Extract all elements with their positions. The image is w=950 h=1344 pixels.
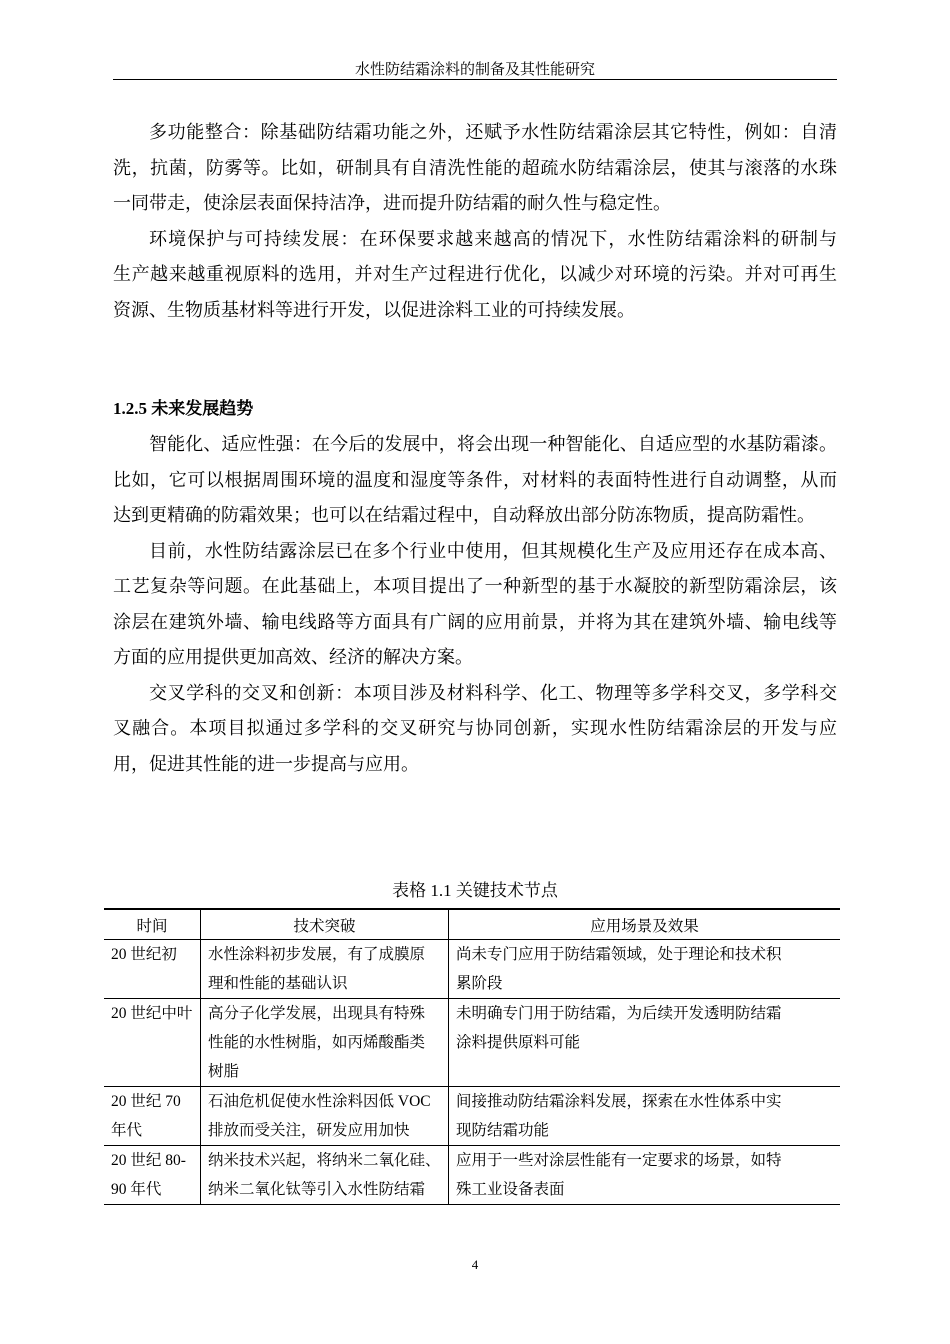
paragraph	[113, 534, 837, 676]
cell-text-line: 纳米二氧化钛等引入水性防结霜	[208, 1181, 426, 1198]
cell-text-line: 20 世纪 70	[111, 1093, 181, 1110]
cell-application	[449, 999, 841, 1087]
cell-text-line: 高分子化学发展，出现具有特殊	[208, 1005, 426, 1022]
cell-text-line: 石油危机促使水性涂料因低 VOC	[208, 1093, 431, 1110]
text-line: 工艺复杂等问题。在此基础上，本项目提出了一种新型的基于水凝胶的新型防霜涂层，该	[113, 576, 837, 596]
text-line: 环境保护与可持续发展：在环保要求越来越高的情况下，水性防结霜涂料的研制与	[149, 228, 837, 249]
text-line: 比如，它可以根据周围环境的温度和湿度等条件，对材料的表面特性进行自动调整，从而	[113, 469, 837, 490]
text-line: 目前，水性防结露涂层已在多个行业中使用，但其规模化生产及应用还存在成本高、	[149, 540, 837, 561]
cell-breakthrough	[201, 940, 449, 999]
cell-time	[104, 1146, 201, 1205]
text-line: 涂层在建筑外墙、输电线路等方面具有广阔的应用前景，并将为其在建筑外墙、输电线等	[113, 611, 837, 632]
page-number: 4	[471, 1257, 479, 1272]
header-divider	[113, 79, 837, 80]
text-line: 洗，抗菌，防雾等。比如，研制具有自清洗性能的超疏水防结霜涂层，使其与滚落的水珠	[113, 157, 837, 178]
text-line: 方面的应用提供更加高效、经济的解决方案。	[113, 647, 473, 667]
section-heading: 1.2.5 未来发展趋势	[113, 399, 254, 418]
cell-text-line: 20 世纪初	[111, 946, 177, 963]
text-line: 达到更精确的防霜效果；也可以在结霜过程中，自动释放出部分防冻物质，提高防霜性。	[113, 505, 815, 525]
cell-time	[104, 940, 201, 999]
body-text-bottom	[113, 427, 837, 782]
cell-text-line: 20 世纪中叶	[111, 1005, 193, 1022]
cell-text-line: 应用于一些对涂层性能有一定要求的场景，如特	[456, 1152, 782, 1169]
cell-text-line: 90 年代	[111, 1181, 162, 1198]
cell-text-line: 现防结霜功能	[456, 1122, 550, 1139]
cell-text-line: 排放而受关注，研发应用加快	[208, 1122, 410, 1139]
cell-application	[449, 940, 841, 999]
table-row	[104, 1146, 840, 1205]
cell-text-line: 尚未专门应用于防结霜领域，处于理论和技术积	[456, 946, 782, 963]
cell-text-line: 未明确专门用于防结霜，为后续开发透明防结霜	[456, 1005, 782, 1022]
cell-application	[449, 1087, 841, 1146]
cell-breakthrough	[201, 1087, 449, 1146]
cell-text-line: 殊工业设备表面	[456, 1181, 565, 1198]
text-line: 多功能整合：除基础防结霜功能之外，还赋予水性防结霜涂层其它特性，例如：自清	[149, 122, 837, 142]
paragraph	[113, 427, 837, 534]
key-technology-table	[104, 908, 840, 1205]
text-line: 智能化、适应性强：在今后的发展中，将会出现一种智能化、自适应型的水基防霜漆。	[149, 434, 837, 454]
cell-text-line: 涂料提供原料可能	[456, 1034, 581, 1051]
paragraph	[113, 115, 837, 222]
table-row	[104, 940, 840, 999]
text-line: 一同带走，使涂层表面保持洁净，进而提升防结霜的耐久性与稳定性。	[113, 193, 671, 213]
column-header-application: 应用场景及效果	[449, 909, 841, 940]
cell-text-line: 20 世纪 80-	[111, 1152, 186, 1169]
table-row	[104, 1087, 840, 1146]
cell-breakthrough	[201, 1146, 449, 1205]
column-header-breakthrough: 技术突破	[201, 909, 449, 940]
table-caption: 表格 1.1 关键技术节点	[392, 881, 558, 900]
cell-text-line: 理和性能的基础认识	[208, 975, 348, 992]
text-line: 用，促进其性能的进一步提高与应用。	[113, 753, 419, 774]
cell-time	[104, 999, 201, 1087]
cell-breakthrough	[201, 999, 449, 1087]
cell-text-line: 纳米技术兴起，将纳米二氧化硅、	[208, 1152, 441, 1169]
cell-text-line: 树脂	[208, 1063, 240, 1080]
text-line: 交叉学科的交叉和创新：本项目涉及材料科学、化工、物理等多学科交叉，多学科交	[149, 682, 837, 703]
text-line: 叉融合。本项目拟通过多学科的交叉研究与协同创新，实现水性防结霜涂层的开发与应	[113, 718, 837, 738]
cell-text-line: 间接推动防结霜涂料发展，探索在水性体系中实	[456, 1093, 782, 1110]
paragraph	[113, 676, 837, 783]
cell-text-line: 水性涂料初步发展，有了成膜原	[208, 946, 426, 963]
cell-application	[449, 1146, 841, 1205]
cell-text-line: 年代	[111, 1122, 143, 1139]
table-row	[104, 999, 840, 1087]
paragraph	[113, 222, 837, 329]
table-header-row	[104, 909, 840, 940]
running-header: 水性防结霜涂料的制备及其性能研究	[354, 62, 595, 78]
text-line: 生产越来越重视原料的选用，并对生产过程进行优化，以减少对环境的污染。并对可再生	[113, 264, 837, 284]
cell-text-line: 性能的水性树脂，如丙烯酸酯类	[208, 1034, 426, 1051]
column-header-time: 时间	[104, 909, 201, 940]
cell-text-line: 累阶段	[456, 975, 503, 992]
text-line: 资源、生物质基材料等进行开发，以促进涂料工业的可持续发展。	[113, 299, 635, 320]
cell-time	[104, 1087, 201, 1146]
body-text-top	[113, 115, 837, 328]
